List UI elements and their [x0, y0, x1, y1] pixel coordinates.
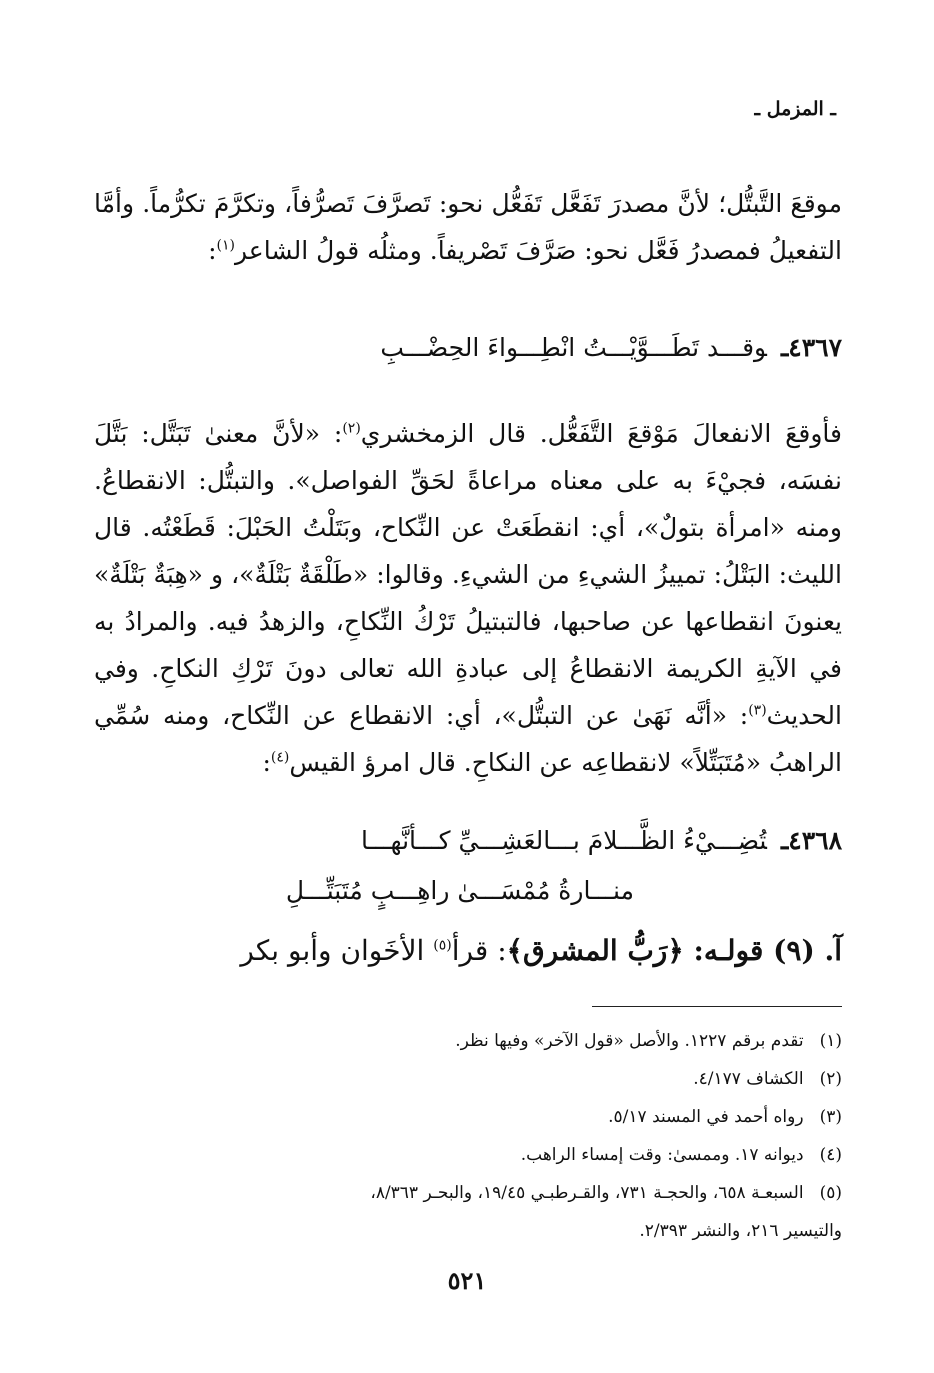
- verse-hemistich-1: تُضِـــيْءُ الظَّـــلامَ بـــالعَشِـــيِّ كـــأنَّهـــا: [360, 826, 767, 855]
- footnote-4: [92, 1136, 842, 1174]
- paragraph-2-tail: :: [262, 748, 271, 777]
- footnotes: [92, 1022, 842, 1250]
- footnote-text: رواه أحمد في المسند ٥/١٧.: [608, 1107, 804, 1127]
- quran-commentary-line: [240, 934, 842, 967]
- footnote-separator: [592, 1006, 842, 1007]
- footnote-text: الكشاف ٤/١٧٧.: [693, 1069, 804, 1089]
- footnote-2: [92, 1060, 842, 1098]
- paragraph-2-segment-2: : «لأنَّ معنىٰ تَبَتَّل: بَتَّلَ نفسَه، فجيْءَ به على معناه مراعاةً لحَقِّ الفواصل». والتبتُّل: الانقطاعُ. ومنه «امرأة بتولٌ»، أي: انقطَعَتْ عن النِّكاح، وبَتَلْتُ الحَبْلَ: قَطَعْتُه. قال الليث: البَتْلُ: تمييزُ الشيءِ من الشيءِ. وقالوا: «طَلْقَةٌ بَتْلَةٌ»، و «هِبَةٌ بَتْلَةٌ» يعنونَ انقطاعها عن صاحبها، فالتبتيلُ تَرْكُ النِّكاحِ، والزهدُ فيه. والمرادُ به في الآيةِ الكريمة الانقطاعُ إلى عبادةِ الله تعالى دونَ تَرْكِ النكاحِ. وفي الحديث: [94, 419, 842, 730]
- paragraph-1-text: موقعَ التَّبتُّل؛ لأنَّ مصدرَ تَفَعَّل تَفَعُّل نحو: تَصرَّفَ تَصرُّفاً، وتكرَّمَ تكرُّماً. وأمَّا التفعيلُ فمصدرُ فَعَّل نحو: صَرَّفَ تَصْريفاً. ومثلُه قولُ الشاعر: [94, 189, 842, 265]
- footnote-number: (٥): [819, 1183, 842, 1203]
- running-title: ـ المزمل ـ: [754, 98, 836, 120]
- paragraph-1: [94, 180, 842, 274]
- footnote-ref-5: (٥): [433, 937, 452, 954]
- verse-4367: [380, 333, 842, 362]
- quran-line-text: : قرأ: [451, 934, 507, 967]
- footnote-number: (٣): [819, 1107, 842, 1127]
- footnote-number: (١): [819, 1031, 842, 1051]
- paragraph-2-segment-3: : «أنَّه نَهَىٰ عن التبتُّل»، أي: الانقطاع عن النِّكاح، ومنه سُمِّي الراهبُ «مُتَبَتِّلاً» لانقطاعِه عن النكاحِ. قال امرؤ القيس: [94, 701, 842, 777]
- footnote-ref-1: (١): [216, 237, 236, 254]
- footnote-ref-4: (٤): [270, 749, 290, 766]
- running-header: [755, 98, 836, 120]
- footnote-number: (٢): [819, 1069, 842, 1089]
- quran-line-text-end: الأخَوان وأبو بكر: [240, 934, 434, 967]
- footnote-3: [92, 1098, 842, 1136]
- verse-4368-first-hemistich: [361, 826, 842, 855]
- footnote-ref-2: (٢): [342, 420, 361, 437]
- footnote-continuation: والتيسير ٢١٦، والنشر ٢/٣٩٣.: [639, 1221, 842, 1241]
- paragraph-2-segment-1: فأوقعَ الانفعالَ مَوْقعَ التَّفَعُّل. قال الزمخشري: [360, 419, 842, 448]
- footnote-text: السبعـة ٦٥٨، والحجـة ٧٣١، والقـرطبـي ١٩/٤٥، والبحـر ٨/٣٦٣،: [370, 1183, 804, 1203]
- footnote-text: ديوانه ١٧. وممسىٰ: وقت إمساء الراهب.: [520, 1145, 804, 1165]
- verse-4368-second-hemistich: [286, 876, 634, 905]
- verse-text: وقـــد تَطَـــوَّيْـــتُ انْطِـــواءَ الحِضْـــبِ: [380, 333, 767, 362]
- page-number: ٥٢١: [447, 1266, 487, 1295]
- verse-number: ٤٣٦٧ـ: [780, 333, 842, 362]
- verse-hemistich-2: منـــارةُ مُمْسَـــىٰ راهِـــبٍ مُتَبَتِّـــلِ: [285, 876, 634, 905]
- footnote-ref-3: (٣): [748, 702, 767, 719]
- footnote-1: [92, 1022, 842, 1060]
- footnote-text: تقدم برقم ١٢٢٧. والأصل «قول الآخر» وفيها نظر.: [455, 1031, 804, 1051]
- paragraph-1-tail: :: [208, 236, 217, 265]
- footnote-5: [92, 1174, 842, 1250]
- footnote-number: (٤): [819, 1145, 842, 1165]
- verse-number: ٤٣٦٨ـ: [780, 826, 842, 855]
- paragraph-2: [94, 410, 842, 786]
- quran-verse-label: آ. (٩) قولـه: ﴿رَبُّ المشرق﴾: [506, 934, 842, 967]
